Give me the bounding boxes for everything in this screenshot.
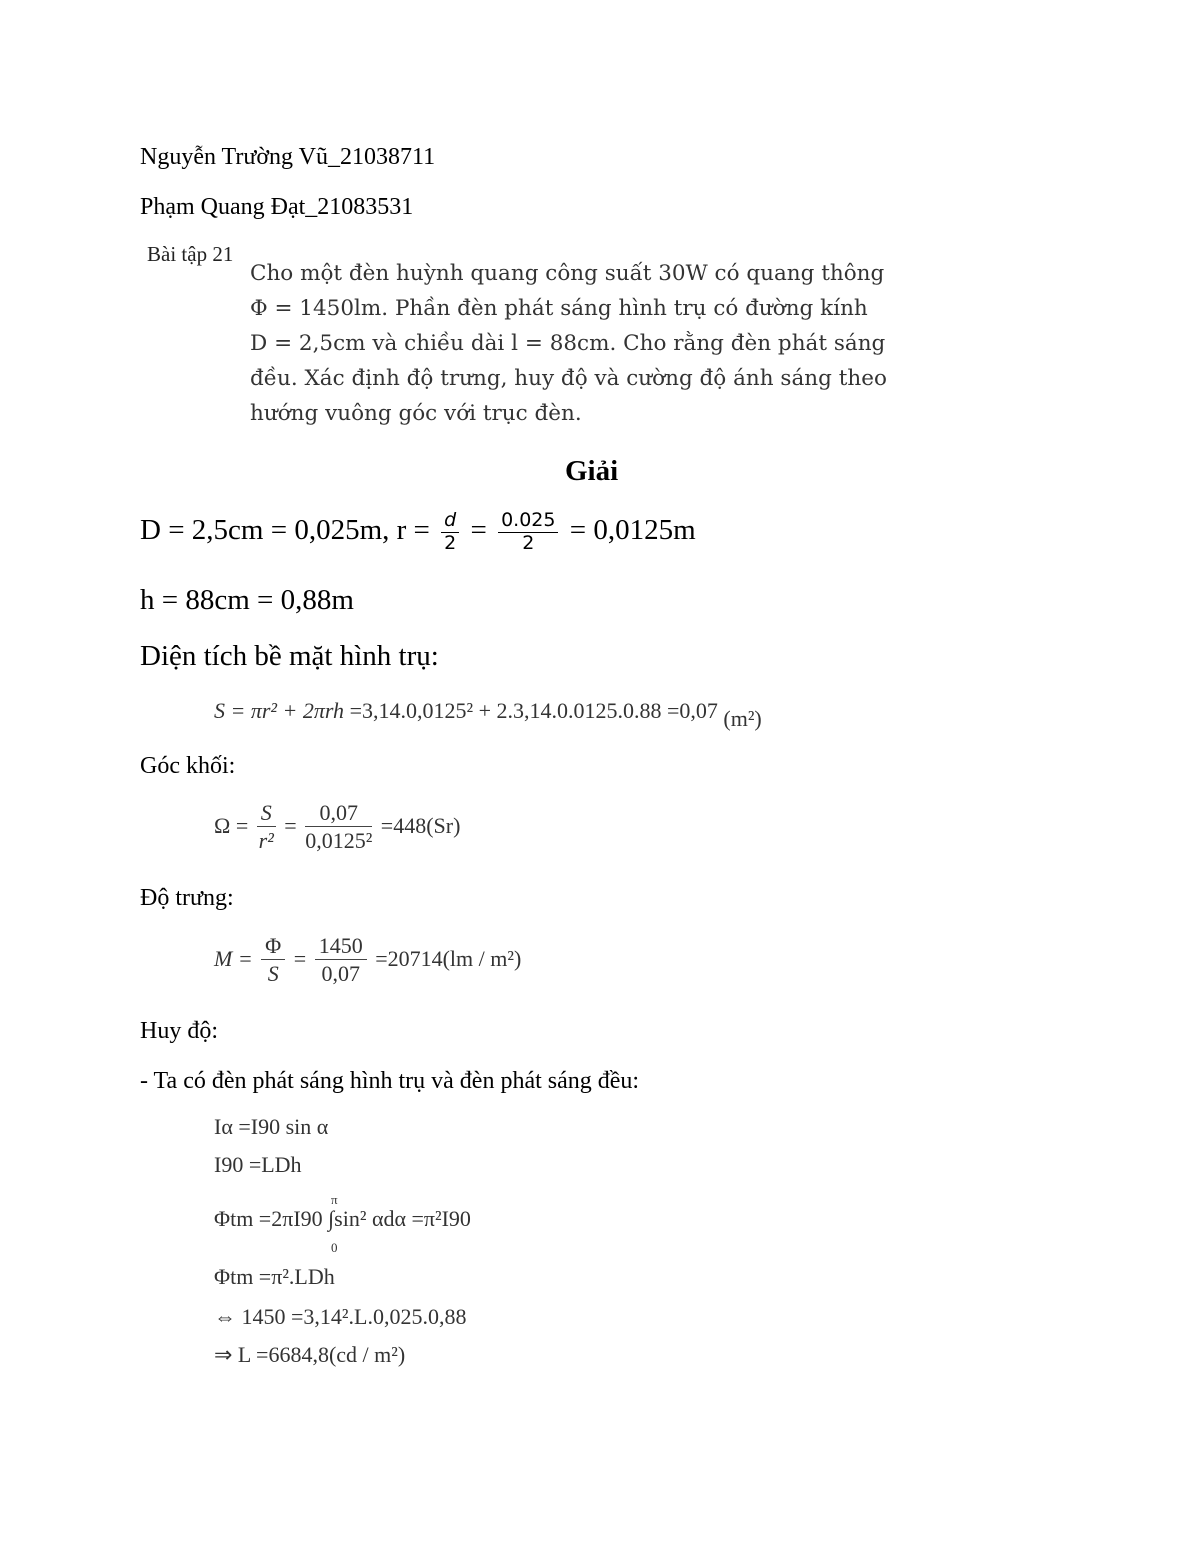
area-equation [214,698,762,731]
fraction-numerator: Φ [261,933,285,960]
fraction-007-over-r2 [305,800,372,856]
author-1: Nguyễn Trường Vũ_21038711 [140,144,436,170]
exitance-equation [214,933,521,989]
fraction-denominator: 0,07 [321,961,360,987]
problem-line-2: Φ = 1450lm. Phần đèn phát sáng hình trụ có đường kính [250,296,868,321]
problem-label: Bài tập 21 [147,242,234,266]
line1-lead: D = 2,5cm = 0,025m, r = [140,514,430,546]
equals-sign: = [293,946,307,972]
exitance-lhs: M = [214,946,253,972]
derivation-line-1: Iα =I90 sin α [214,1114,329,1139]
fraction-denominator: 2 [444,531,457,554]
problem-statement [250,256,1010,431]
solid-angle-equation [214,800,460,856]
fraction-s-over-r2 [257,800,276,856]
solution-title: Giải [565,455,619,487]
fraction-numerator: 0,07 [305,800,372,827]
area-lhs: S = πr² + 2πrh [214,698,345,723]
derivation-line-2: I90 =LDh [214,1152,302,1177]
fraction-phi-over-s [261,933,285,989]
fraction-denominator: r² [258,828,274,854]
omega-result: =448(Sr) [380,813,461,839]
diameter-radius-line [140,510,696,555]
area-rhs: =3,14.0,0125² + 2.3,14.0.0125.0.88 =0,07 [349,698,718,723]
problem-line-5: hướng vuông góc với trục đèn. [250,401,582,426]
area-unit: (m²) [723,706,762,731]
fraction-numerator: S [257,800,276,827]
equals-sign: = [284,813,297,839]
derivation-line-4: Φtm =π².LDh [214,1264,335,1289]
fraction-numerator: d [441,510,459,533]
area-label: Diện tích bề mặt hình trụ: [140,640,439,672]
derivation-line-3: Φtm =2πI90 ∫sin² αdα =π²I90 [214,1206,471,1231]
luminance-note: - Ta có đèn phát sáng hình trụ và đèn phát sáng đều: [140,1068,640,1094]
fraction-denominator: 0,0125² [305,828,373,854]
fraction-0025-over-2 [498,510,558,555]
line1-tail: = 0,0125m [569,514,696,546]
problem-line-1: Cho một đèn huỳnh quang công suất 30W có quang thông [250,261,885,286]
fraction-denominator: 2 [522,531,535,554]
derivation-line-5: ⇔ 1450 =3,14².L.0,025.0,88 [214,1304,467,1329]
fraction-1450-over-007 [315,933,367,989]
luminance-label: Huy độ: [140,1018,218,1044]
integral-upper-limit: π [331,1192,338,1207]
fraction-numerator: 1450 [315,933,367,960]
author-2: Phạm Quang Đạt_21083531 [140,194,414,220]
problem-line-4: đều. Xác định độ trưng, huy độ và cường độ ánh sáng theo [250,366,887,391]
fraction-denominator: S [267,961,279,987]
integral-lower-limit: 0 [331,1240,338,1255]
equals-sign: = [470,514,487,546]
omega-lhs: Ω = [214,813,249,839]
exitance-label: Độ trưng: [140,885,234,911]
solid-angle-label: Góc khối: [140,753,236,779]
height-line: h = 88cm = 0,88m [140,584,354,616]
fraction-numerator: 0.025 [498,510,558,533]
derivation-line-6: ⇒ L =6684,8(cd / m²) [214,1342,406,1367]
exitance-result: =20714(lm / m²) [375,946,522,972]
problem-line-3: D = 2,5cm và chiều dài l = 88cm. Cho rằng đèn phát sáng [250,331,886,356]
fraction-d-over-2 [441,510,459,555]
